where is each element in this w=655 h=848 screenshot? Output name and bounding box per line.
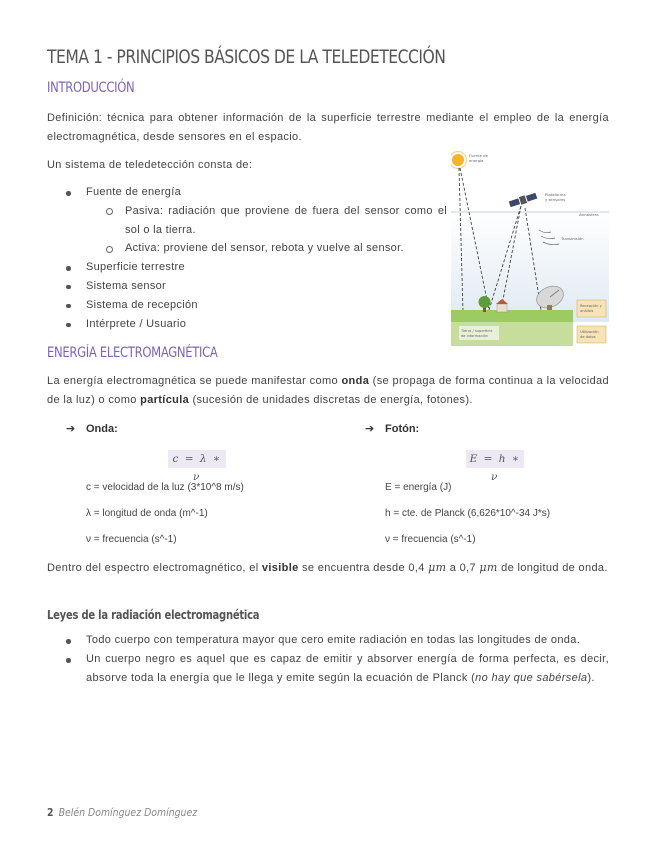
svg-text:energía: energía (469, 158, 484, 163)
photon-definition: E = energía (J) (385, 482, 452, 493)
definition-paragraph: Definición: técnica para obtener información de la superficie terrestre mediante el empleo de la energía electromagnética, desde sensores en el espacio. (47, 112, 609, 143)
energy-paragraph: La energía electromagnética se puede manifestar como onda (se propaga de forma continua a la velocidad de la luz) o como partícula (sucesión de unidades discretas de energía, fotones). (47, 375, 609, 406)
arrow-right-icon: ➔ (66, 423, 76, 435)
figure-label-surface: Tierra / superficie (461, 329, 493, 333)
figure-label-transmission: Transmisión (561, 236, 584, 241)
author-name: Belén Domínguez Domínguez (58, 806, 198, 819)
system-intro-paragraph: Un sistema de teledetección consta de: (47, 159, 253, 171)
photon-formula: E = h ∗ ν (466, 450, 524, 468)
figure-label-user: Utilización (580, 330, 599, 334)
photon-heading: ➔ Fotón: (365, 423, 420, 435)
list-item: Sistema de recepción (47, 296, 447, 315)
list-item: Intérprete / Usuario (47, 315, 447, 334)
photon-definition: ν = frecuencia (s^-1) (385, 534, 476, 545)
sub-list-item: Pasiva: radiación que proviene de fuera del sensor como el sol o la tierra. (47, 202, 447, 240)
laws-list (47, 631, 609, 688)
page-footer (47, 806, 197, 819)
wave-heading: ➔ Onda: (66, 423, 118, 435)
section-heading-introduccion: INTRODUCCIÓN (47, 80, 135, 96)
wave-definition: c = velocidad de la luz (3*10^8 m/s) (86, 482, 244, 493)
figure-label-sun: Fuente de (469, 153, 488, 158)
page-number: 2 (47, 806, 54, 819)
wave-formula: c = λ ∗ ν (168, 450, 226, 468)
svg-text:y sensores: y sensores (545, 197, 566, 202)
list-item: Un cuerpo negro es aquel que es capaz de emitir y absorver energía de forma perfecta, es decir, absorve toda la energía que le llega y emite según la ecuación de Planck (no hay que sabérsela). (47, 650, 609, 688)
wave-definition: ν = frecuencia (s^-1) (86, 534, 177, 545)
sub-list-item: Activa: proviene del sensor, rebota y vuelve al sensor. (47, 239, 447, 258)
list-item: Sistema sensor (47, 277, 447, 296)
system-components-list (47, 183, 447, 333)
svg-text:análisis: análisis (580, 309, 594, 313)
list-item: Fuente de energía (47, 183, 447, 202)
figure-label-reception: Recepción y (580, 304, 602, 308)
list-item: Todo cuerpo con temperatura mayor que cero emite radiación en todas las longitudes de onda. (47, 631, 609, 650)
svg-text:de datos: de datos (580, 335, 596, 339)
figure-label-satellite: Plataforma (545, 192, 566, 197)
wave-definition: λ = longitud de onda (m^-1) (86, 508, 208, 519)
section-heading-energia: ENERGÍA ELECTROMAGNÉTICA (47, 345, 218, 361)
page-title: TEMA 1 - PRINCIPIOS BÁSICOS DE LA TELEDETECCIÓN (47, 46, 446, 68)
figure-label-atmosphere: Atmósfera (579, 212, 599, 217)
visible-spectrum-paragraph: Dentro del espectro electromagnético, el visible se encuentra desde 0,4 μm a 0,7 μm de longitud de onda. (47, 561, 608, 574)
list-item: Superficie terrestre (47, 258, 447, 277)
arrow-right-icon: ➔ (365, 423, 375, 435)
svg-text:de información: de información (461, 334, 488, 338)
remote-sensing-diagram (451, 150, 609, 346)
subsection-heading-leyes: Leyes de la radiación electromagnética (47, 607, 260, 622)
photon-definition: h = cte. de Planck (6,626*10^-34 J*s) (385, 508, 551, 519)
